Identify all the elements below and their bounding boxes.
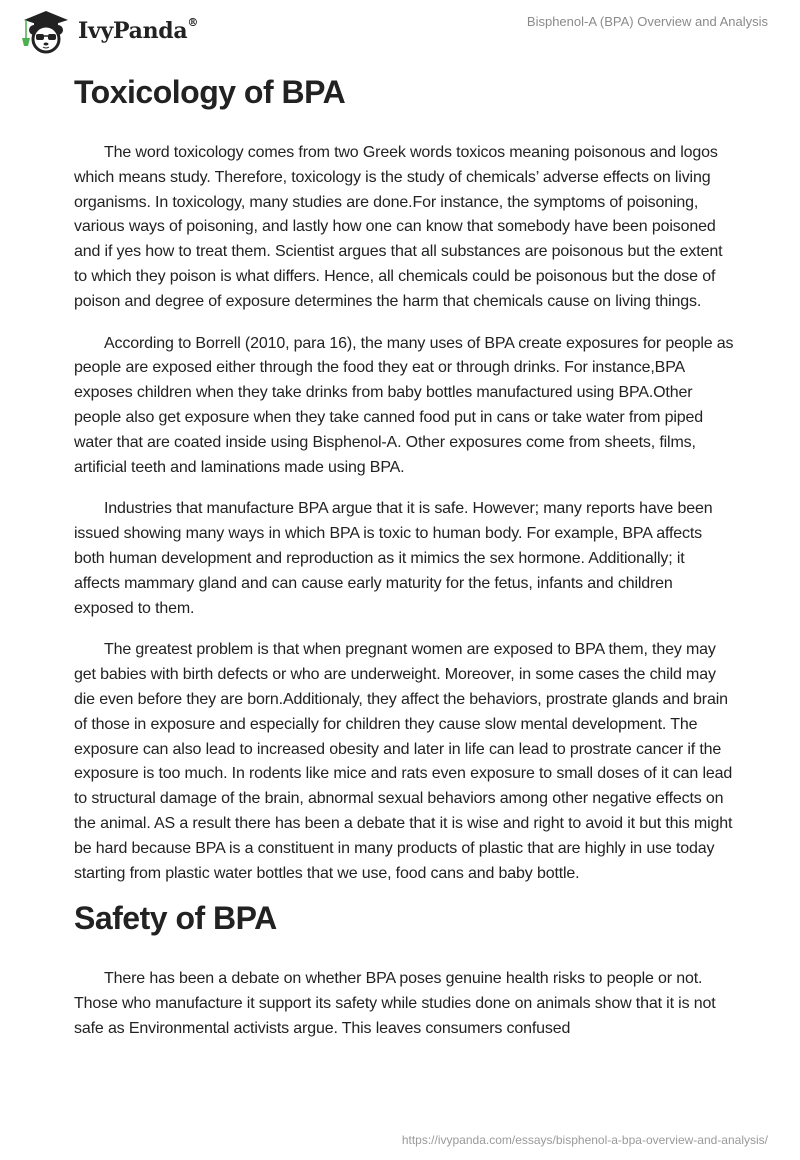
brand-name: IvyPanda® (78, 16, 199, 44)
section-heading: Safety of BPA (74, 900, 277, 937)
page-header (0, 0, 800, 60)
ivypanda-logo[interactable] (16, 8, 198, 54)
source-url[interactable]: https://ivypanda.com/essays/bisphenol-a-bpa-overview-and-analysis/ (401, 1133, 768, 1147)
panda-graduate-icon (16, 8, 72, 54)
paragraph: According to Borrell (2010, para 16), the many uses of BPA create exposures for people as people are exposed either through the food they eat or through drinks. For instance,BPA exposes children when they take drinks from baby bottles manufactured using BPA.Other people also get exposure when they take canned food put in cans or take water from piped water that are coated inside using Bisphenol-A. Other exposures come from sheets, films, artificial teeth and laminations made using BPA. (74, 334, 734, 476)
paragraph: The greatest problem is that when pregnant women are exposed to BPA them, they may get babies with birth defects or who are underweight. Moreover, in some cases the child may die even before they are born.Additionaly, they affect the behaviors, prostrate glands and brain of those in exposure and especially for children they cause slow mental development. The exposure can also lead to increased obesity and later in life can lead to prostrate cancer if the exposure is too much. In rodents like mice and rats even exposure to small doses of it can lead to structural damage of the brain, abnormal sexual behaviors among other negative effects on the animal. AS a result there has been a debate that it is wise and right to avoid it but this might be hard because BPA is a constituent in many products of plastic that are highly in use today starting from plastic water bottles that we use, food cans and baby bottle. (74, 641, 733, 882)
section-toxicology (74, 70, 734, 886)
article-body (74, 70, 734, 1042)
document-title: Bisphenol-A (BPA) Overview and Analysis (526, 14, 768, 29)
paragraph: The word toxicology comes from two Greek words toxicos meaning poisonous and logos which means study. Therefore, toxicology is the study of chemicals’ adverse effects on living organisms. In toxicology, many studies are done.For instance, the symptoms of poisoning, various ways of poisoning, and lastly how one can know that somebody have been poisoned and if yes how to treat them. Scientist argues that all substances are poisonous but the extent to which they poison is what differs. Hence, all chemicals could be poisonous but the dose of poison and degree of exposure determines the harm that chemicals cause on living things. (74, 144, 723, 310)
section-safety (74, 896, 734, 1041)
paragraph: Industries that manufacture BPA argue that it is safe. However; many reports have been issued showing many ways in which BPA is toxic to human body. For example, BPA affects both human development and reproduction as it mimics the sex hormone. Additionally; it affects mammary gland and can cause early maturity for the fetus, infants and children exposed to them. (74, 500, 713, 617)
paragraph: There has been a debate on whether BPA poses genuine health risks to people or not. Those who manufacture it support its safety while studies done on animals show that it is not safe as Environmental activists argue. This leaves consumers confused (74, 970, 716, 1037)
section-heading: Toxicology of BPA (74, 74, 346, 110)
